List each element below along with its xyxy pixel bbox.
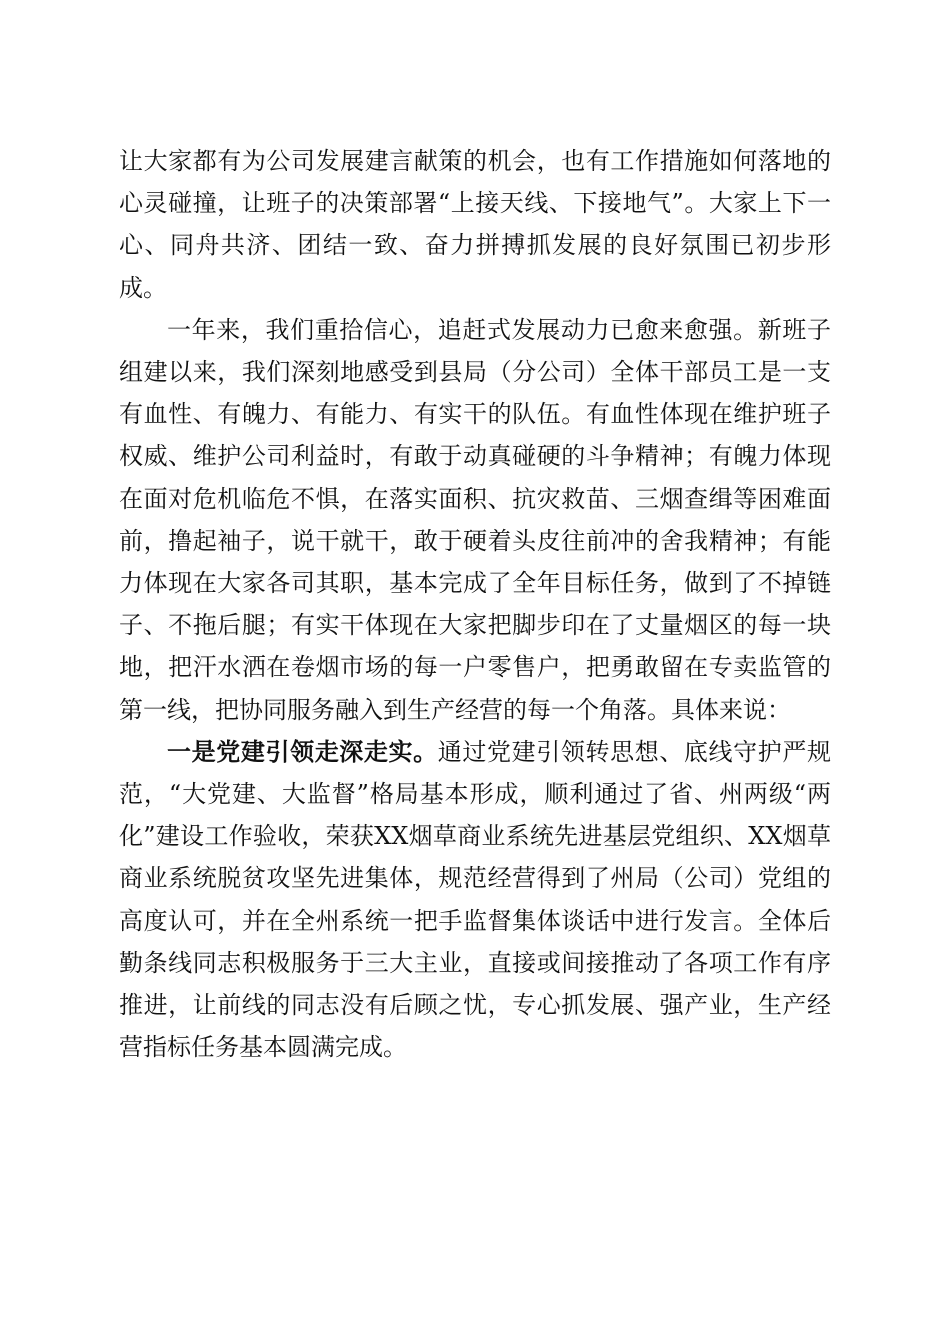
paragraph-party-building-text: 通过党建引领转思想、底线守护严规范，“大党建、大监督”格局基本形成，顺利通过了省、州两级“两化”建设工作验收，荣获XX烟草商业系统先进基层党组织、XX烟草商业系统脱贫攻坚先进集体，规范经营得到了州局（公司）党组的高度认可，并在全州系统一把手监督集体谈话中进行发言。全体后勤条线同志积极服务于三大主业，直接或间接推动了各项工作有序推进，让前线的同志没有后顾之忧，专心抓发展、强产业，生产经营指标任务基本圆满完成。 <box>119 737 832 1062</box>
document-body <box>119 140 831 1068</box>
paragraph-party-building <box>119 731 831 1069</box>
paragraph-continuation: 让大家都有为公司发展建言献策的机会，也有工作措施如何落地的心灵碰撞，让班子的决策部署“上接天线、下接地气”。大家上下一心、同舟共济、团结一致、奋力拼搏抓发展的良好氛围已初步形成。 <box>119 147 831 302</box>
paragraph-one-year-review: 一年来，我们重拾信心，追赶式发展动力已愈来愈强。新班子组建以来，我们深刻地感受到县局（分公司）全体干部员工是一支有血性、有魄力、有能力、有实干的队伍。有血性体现在维护班子权威、维护公司利益时，有敢于动真碰硬的斗争精神；有魄力体现在面对危机临危不惧，在落实面积、抗灾救苗、三烟查缉等困难面前，撸起袖子，说干就干，敢于硬着头皮往前冲的舍我精神；有能力体现在大家各司其职，基本完成了全年目标任务，做到了不掉链子、不拖后腿；有实干体现在大家把脚步印在了丈量烟区的每一块地，把汗水洒在卷烟市场的每一户零售户，把勇敢留在专卖监管的第一线，把协同服务融入到生产经营的每一个角落。具体来说： <box>119 315 831 724</box>
paragraph-lead-heading: 一是党建引领走深走实。 <box>167 736 438 766</box>
